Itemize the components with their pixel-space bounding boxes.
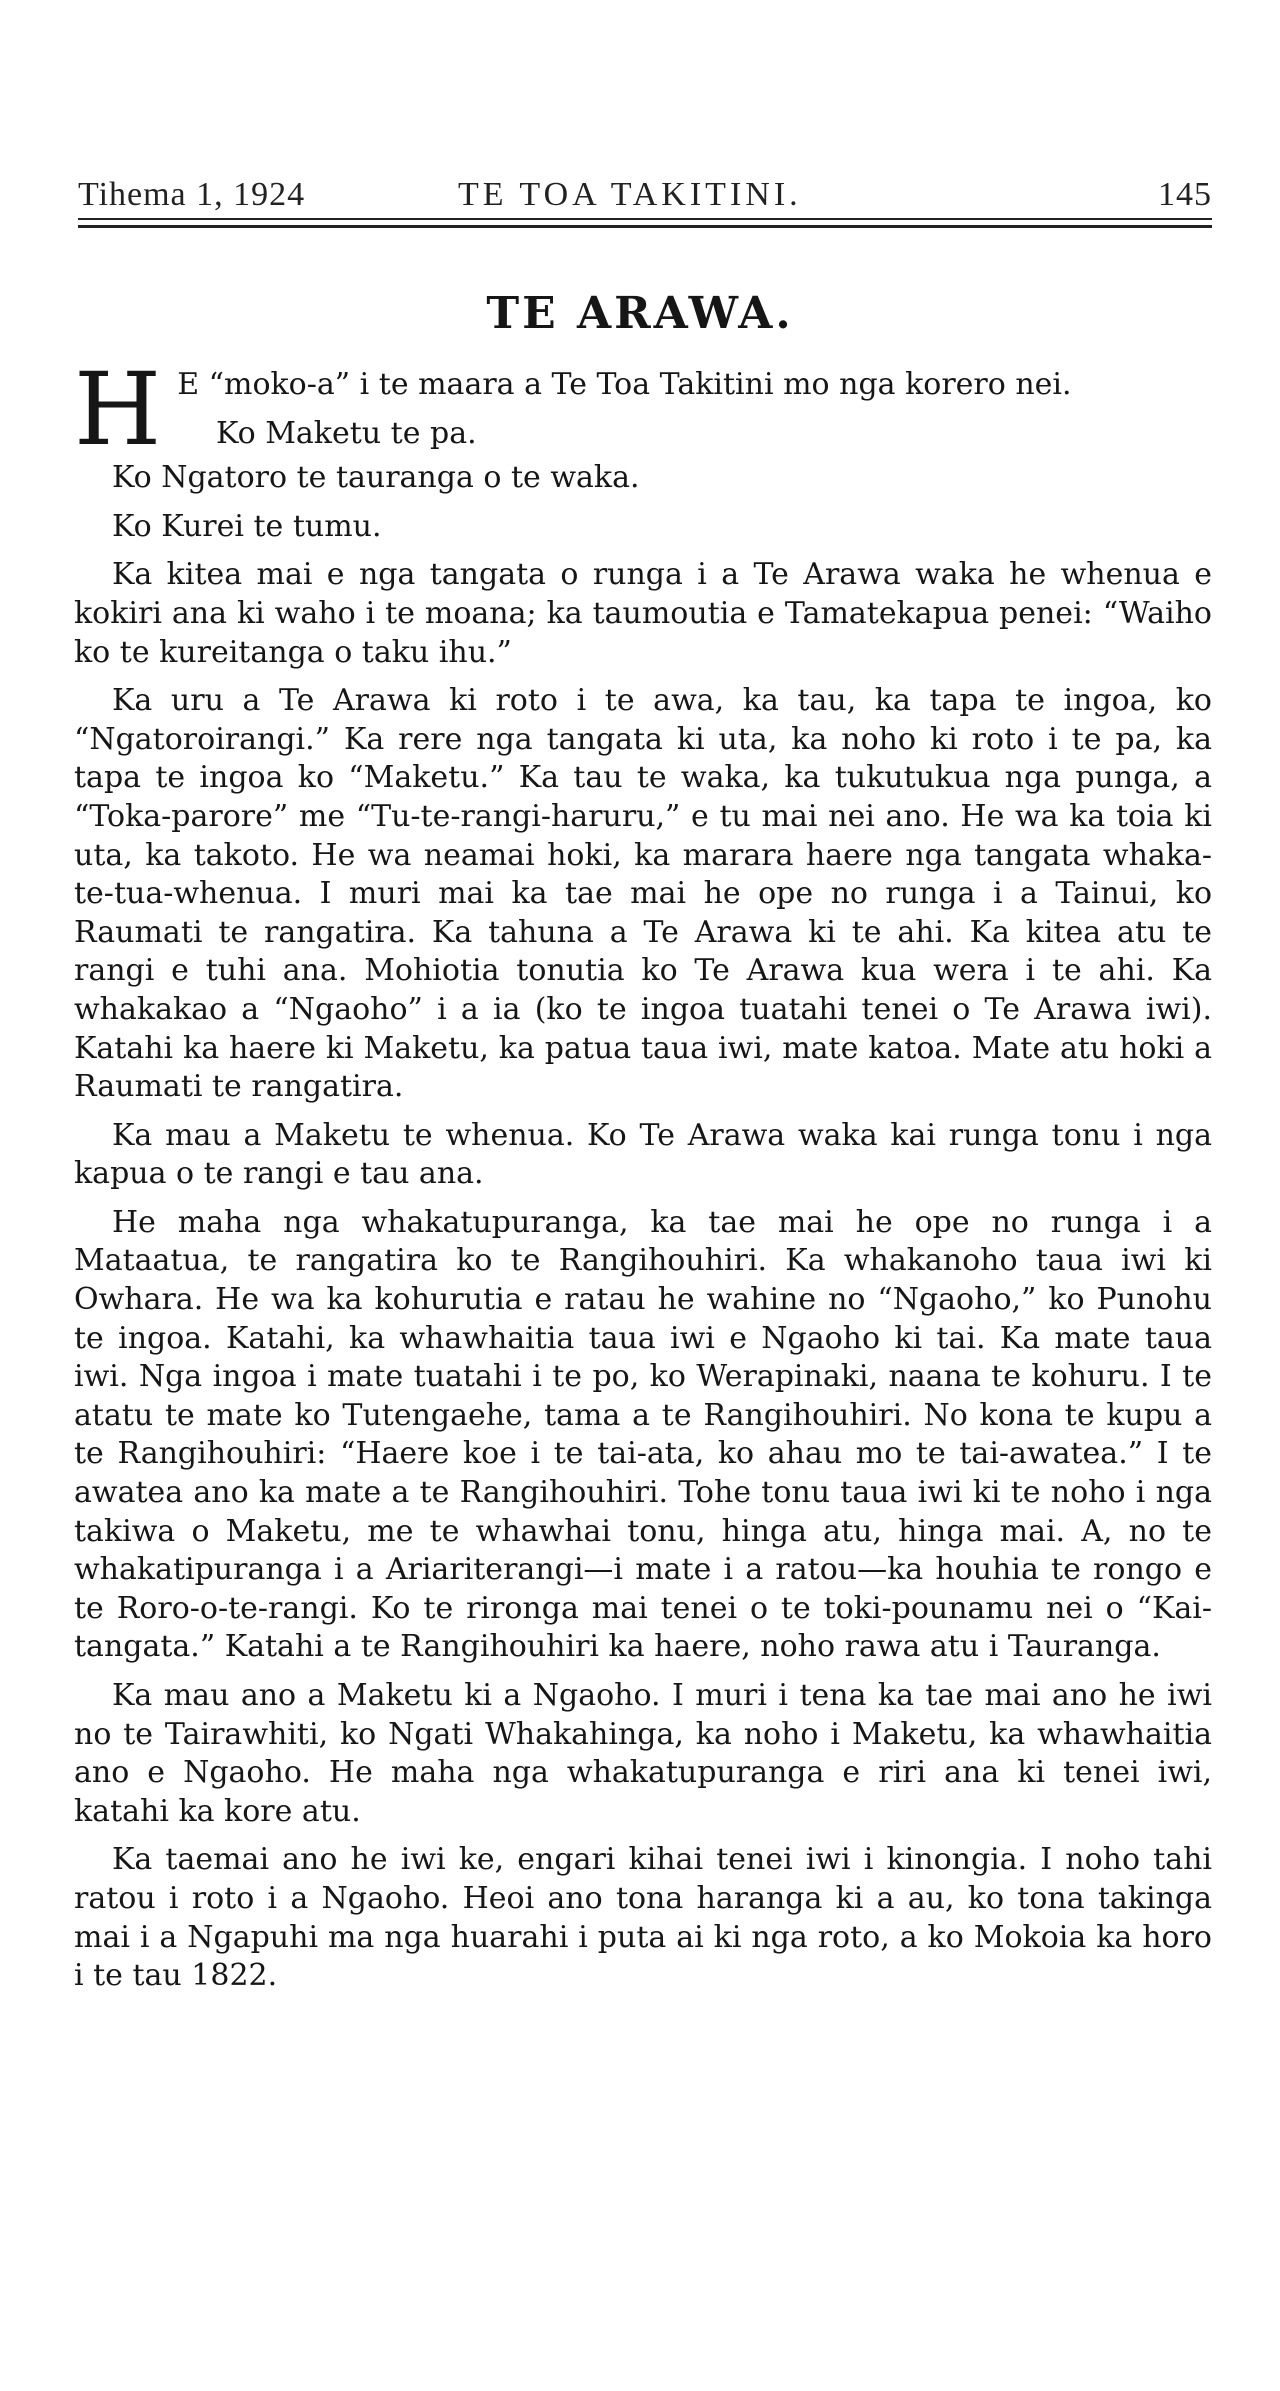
paragraph-6: Ka uru a Te Arawa ki roto i te awa, ka tau, ka tapa te ingoa, ko “Ngatoroirangi.” Ka rere nga tangata ki uta, ka noho ki roto i te pa, ka tapa te ingoa ko “Maketu.” Ka tau te waka, ka tukutukua nga punga, a “Toka-parore” me “Tu-te-rangi-haruru,” e tu mai nei ano. He wa ka toia ki uta, ka takoto. He wa neamai hoki, ka marara haere nga tangata whaka-te-tua-whenua. I muri mai ka tae mai he ope no runga i a Tainui, ko Raumati te rangatira. Ka tahuna a Te Arawa ki te ahi. Ka kitea atu te rangi e tuhi ana. Mohiotia tonutia ko Te Arawa kua wera i te ahi. Ka whakakao a “Ngaoho” i a ia (ko te ingoa tuatahi tenei o Te Arawa iwi). Katahi ka haere ki Maketu, ka patua taua iwi, mate katoa. Mate atu hoki a Raumati te rangatira. xyxy=(74,683,1212,1105)
paragraph-9: Ka mau ano a Maketu ki a Ngaoho. I muri i tena ka tae mai ano he iwi no te Tairawhiti, ko Ngati Whakahinga, ka noho i Maketu, ka whawhaitia ano e Ngaoho. He maha nga whakatupuranga e riri ana ki tenei iwi, katahi ka kore atu. xyxy=(74,1678,1212,1829)
paragraph-8: He maha nga whakatupuranga, ka tae mai he ope no runga i a Mataatua, te rangatira ko te Rangihouhiri. Ka whakanoho taua iwi ki Owhara. He wa ka kohurutia e ratau he wahine no “Ngaoho,” ko Punohu te ingoa. Katahi, ka whawhaitia taua iwi e Ngaoho ki tai. Ka mate taua iwi. Nga ingoa i mate tuatahi i te po, ko Werapinaki, naana te kohuru. I te atatu te mate ko Tutengaehe, tama a te Rangihouhiri. No kona te kupu a te Rangihouhiri: “Haere koe i te tai-ata, ko ahau mo te tai-awatea.” I te awatea ano ka mate a te Rangihouhiri. Tohe tonu taua iwi ki te noho i nga takiwa o Maketu, me te whawhai tonu, hinga atu, hinga mai. A, no te whakatipuranga i a Ariariterangi—i mate i a ratou—ka houhia te rongo e te Roro-o-te-rangi. Ko te rironga mai tenei o te toki-pounamu nei o “Kai-tangata.” Katahi a te Rangihouhiri ka haere, noho rawa atu i Tauranga. xyxy=(74,1204,1212,1665)
paragraph-4: Ko Kurei te tumu. xyxy=(112,508,382,544)
drop-cap: H xyxy=(74,351,162,468)
header-date: Tihema 1, 1924 xyxy=(78,176,306,213)
paragraph-7: Ka mau a Maketu te whenua. Ko Te Arawa waka kai runga tonu i nga kapua o te rangi e tau ana. xyxy=(74,1117,1212,1192)
paragraph-1-text: E “moko-a” i te maara a Te Toa Takitini mo nga korero nei. xyxy=(177,367,1072,402)
paragraph-5: Ka kitea mai e nga tangata o runga i a Te Arawa waka he whenua e kokiri ana ki waho i te moana; ka taumoutia e Tamatekapua penei: “Waiho ko te kureitanga o taku ihu.” xyxy=(74,557,1212,670)
header-rule-bottom xyxy=(78,225,1212,228)
paragraph-3: Ko Ngatoro te tauranga o te waka. xyxy=(112,460,640,496)
article-body xyxy=(74,351,1212,2006)
paragraph-2: Ko Maketu te pa. xyxy=(216,415,477,451)
header-rule-top xyxy=(78,218,1212,220)
header-page-number: 145 xyxy=(1158,176,1212,213)
header-journal-title: TE TOA TAKITINI. xyxy=(458,176,802,213)
running-header xyxy=(78,176,1212,216)
article-title: TE ARAWA. xyxy=(486,288,794,339)
paragraph-10: Ka taemai ano he iwi ke, engari kihai tenei iwi i kinongia. I noho tahi ratou i roto i a Ngaoho. Heoi ano tona haranga ki a au, ko tona takinga mai i a Ngapuhi ma nga huarahi i puta ai ki nga roto, a ko Mokoia ka horo i te tau 1822. xyxy=(74,1842,1212,1994)
